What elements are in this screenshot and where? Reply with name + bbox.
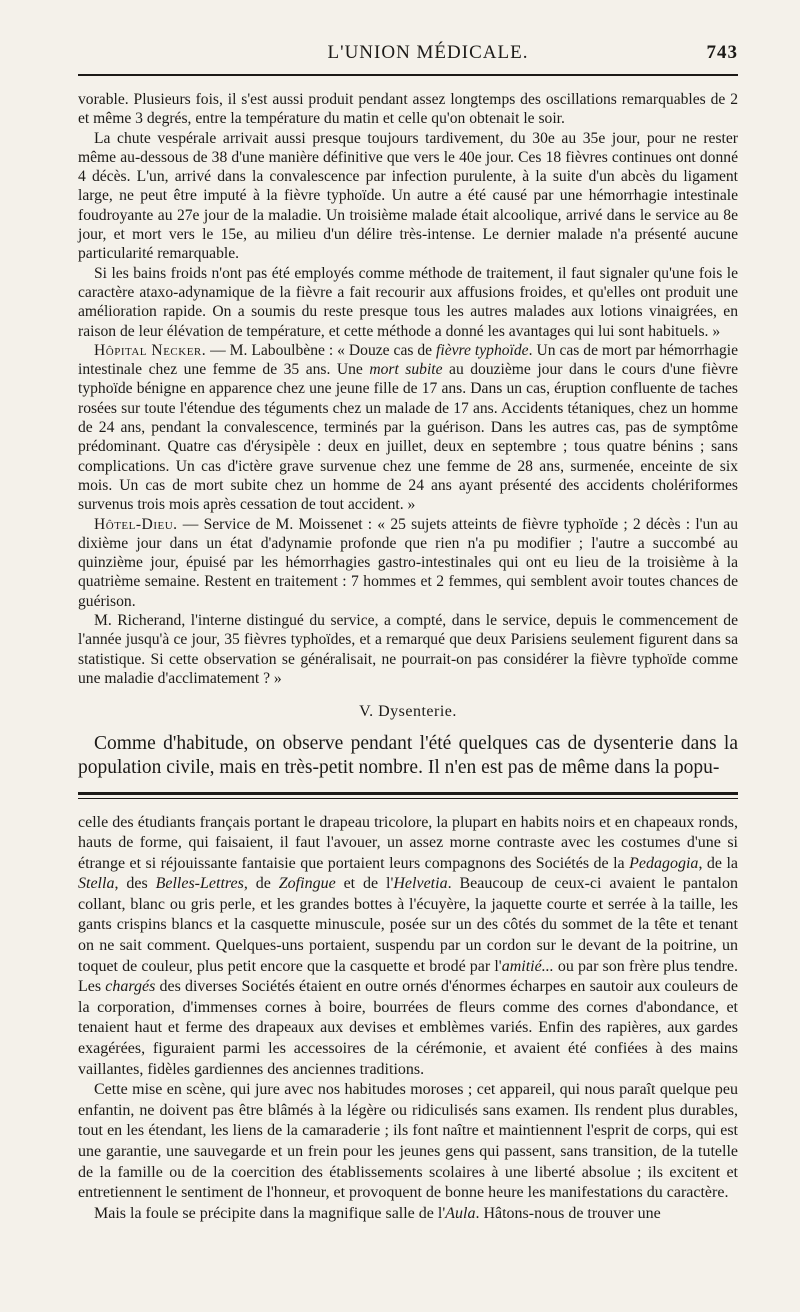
emphasis: fièvre typhoïde bbox=[436, 341, 529, 359]
text-run: et de l' bbox=[335, 875, 394, 893]
lead-paragraph: Comme d'habitude, on observe pendant l'été quelques cas de dysenterie dans la population civile, mais en très-petit nombre. Il n'en est pas de même dans la popu- bbox=[78, 732, 738, 778]
paragraph bbox=[78, 813, 738, 1081]
paragraph: M. Richerand, l'interne distingué du service, a compté, dans le service, depuis le commencement de l'année jusqu'à ce jour, 35 fièvres typhoïdes, et a remarqué que deux Parisiens seulement figurent dans sa statistique. Si cette observation se généralisait, ne pourrait-on pas considérer la fièvre typhoïde comme une maladie d'acclimatement ? » bbox=[78, 612, 738, 687]
text-run: . Un cas de mort par hémorrhagie intestinale chez une femme de 35 ans. Une bbox=[78, 341, 739, 379]
emphasis: Aula bbox=[445, 1204, 476, 1222]
emphasis: chargés bbox=[105, 978, 156, 996]
article-column bbox=[78, 90, 738, 722]
running-head bbox=[78, 42, 738, 72]
emphasis: amitié... bbox=[501, 957, 554, 975]
text-run: — Service de M. Moissenet : « 25 sujets atteints de fièvre typhoïde ; 2 décès : l'un au dixième jour dans un état d'adynamie profonde que rien n'a pu modifier ; l'autre a succombé au quinzième jour, épuisé par les hémorrhagies gastro-intestinales qui ont eu lieu de la troisième à la quatrième semaine. Restent en traitement : 7 hommes et 2 femmes, qui semblent avoir toutes chances de guérison. bbox=[78, 515, 738, 610]
text-run: , de bbox=[243, 875, 279, 893]
header-rule bbox=[78, 74, 738, 76]
text-run: ou par son frère plus tendre. Les bbox=[78, 957, 739, 996]
emphasis: Zofingue bbox=[278, 875, 336, 893]
paragraph-hotel-dieu bbox=[78, 515, 738, 611]
paragraph: Si les bains froids n'ont pas été employés comme méthode de traitement, il faut signaler qu'une fois le caractère ataxo-adynamique de la fièvre a fait recourir aux affusions froides, et qu'elles ont produit une amélioration rapide. On a soumis du reste presque tous les autres malades aux lotions vinaigrées, en raison de leur élévation de température, et cette méthode a donné les avantages qui lui sont habituels. » bbox=[78, 264, 738, 340]
paragraph-hopital-necker bbox=[78, 341, 738, 515]
journal-title: L'UNION MÉDICALE. bbox=[327, 42, 529, 63]
emphasis: mort subite bbox=[369, 361, 443, 379]
text-run: , de la bbox=[698, 854, 739, 872]
feuilleton-separator bbox=[78, 792, 738, 799]
text-run: . Beaucoup de ceux-ci avaient le pantalon collant, blanc ou gris perle, et les grandes bottes à l'écuyère, la jaquette courte et serrée à la taille, les gants crispins blancs et la casquette minuscule, posée sur un des côtés du sommet de la tête et tenant on ne sait comment. Quelques-uns portaient, suspendu par un cordon sur le devant de la poitrine, un toquet de couleur, plus petit encore que la casquette et brodé par l' bbox=[78, 875, 739, 975]
text-run: celle des étudiants français portant le drapeau tricolore, la plupart en habits noirs et en chapeaux ronds, hauts de forme, qui faisaient, il faut l'avouer, un assez morne contraste avec les costumes d'une si étrange et si réjouissante fantaisie que portaient leurs compagnons des Sociétés de la bbox=[78, 813, 738, 872]
paragraph: La chute vespérale arrivait aussi presque toujours tardivement, du 30e au 35e jour, pour ne rester même au-dessous de 38 d'une manière définitive que vers le 40e jour. Ces 18 fièvres continues ont donné 4 décès. L'un, arrivé dans la convalescence par infection purulente, à la suite d'un abcès du ligament large, ne peut être imputé à la fièvre typhoïde. Un autre a été causé par une hémorrhagie intestinale foudroyante au 27e jour de la maladie. Un troisième malade était alcoolique, arrivé dans le service au 8e jour, et mort vers le 15e, au milieu d'un délire très-intense. Le dernier malade n'a présenté aucune particularité remarquable. bbox=[78, 129, 738, 263]
hospital-name: Hôpital Necker. bbox=[94, 341, 207, 359]
emphasis: Pedagogia bbox=[629, 854, 699, 872]
emphasis: Stella bbox=[78, 875, 115, 893]
paragraph: Cette mise en scène, qui jure avec nos habitudes moroses ; cet appareil, qui nous paraît quelque peu enfantin, ne doivent pas être blâmés à la légère ou ridiculisés sans examen. Ils rendent plus durables, tout en les étendant, les liens de la camaraderie ; ils font naître et maintiennent l'esprit de corps, qui est une garantie, une sauvegarde et un frein pour les jeunes gens qui passent, sans transition, de la tutelle de la famille ou de la coercition des établissements scolaires à une liberté absolue ; ils excitent et entretiennent le sentiment de l'honneur, et provoquent de bonne heure les manifestations du caractère. bbox=[78, 1081, 738, 1202]
text-run: , des bbox=[114, 875, 156, 893]
emphasis: Helvetia bbox=[393, 875, 448, 893]
page-number: 743 bbox=[706, 42, 738, 63]
text-run: au douzième jour dans le cours d'une fièvre typhoïde bénigne en apparence chez une jeune fille de 17 ans. Dans un cas, éruption confluente de taches rosées sur toute l'étendue des téguments chez un malade de 17 ans. Accidents tétaniques, chez un homme de 24 ans, pendant la convalescence, terminés par la guérison. Dans les autres cas, pas de symptôme prédominant. Quatre cas d'érysipèle : deux en juillet, deux en septembre ; tous quatre bénins ; sans complications. Un cas d'ictère grave survenue chez une femme de 28 ans, surmenée, enceinte de six mois. Un cas de mort subite chez un homme de 24 ans ayant présenté des accidents cholériformes survenus trois mois après cessation de tout accident. » bbox=[78, 361, 739, 514]
paragraph bbox=[78, 1204, 738, 1225]
section-title: V. Dysenterie. bbox=[359, 703, 457, 721]
text-run: — M. Laboulbène : « Douze cas de bbox=[206, 341, 437, 359]
emphasis: Belles-Lettres bbox=[155, 875, 244, 893]
text-run: des diverses Sociétés étaient en outre ornés d'énormes écharpes en sautoir aux couleurs de la corporation, d'immenses cornes à boire, bourrées de fleurs comme des cornes d'abondance, et tenaient haut et ferme des drapeaux aux devises et emblèmes variés. Enfin des rapières, aux gardes exagérées, figuraient parmi les accessoires de la cérémonie, et avaient été confiées à des mains vaillantes, fidèles gardiennes des anciennes traditions. bbox=[78, 978, 738, 1078]
hospital-name: Hôtel-Dieu. bbox=[94, 515, 178, 533]
text-run: . Hâtons-nous de trouver une bbox=[475, 1204, 661, 1222]
feuilleton-column bbox=[78, 813, 738, 1225]
text-run: Mais la foule se précipite dans la magnifique salle de l' bbox=[94, 1204, 446, 1222]
paragraph: vorable. Plusieurs fois, il s'est aussi produit pendant assez longtemps des oscillations remarquables de 2 et même 3 degrés, entre la température du matin et celle qu'on obtenait le soir. bbox=[78, 91, 738, 128]
